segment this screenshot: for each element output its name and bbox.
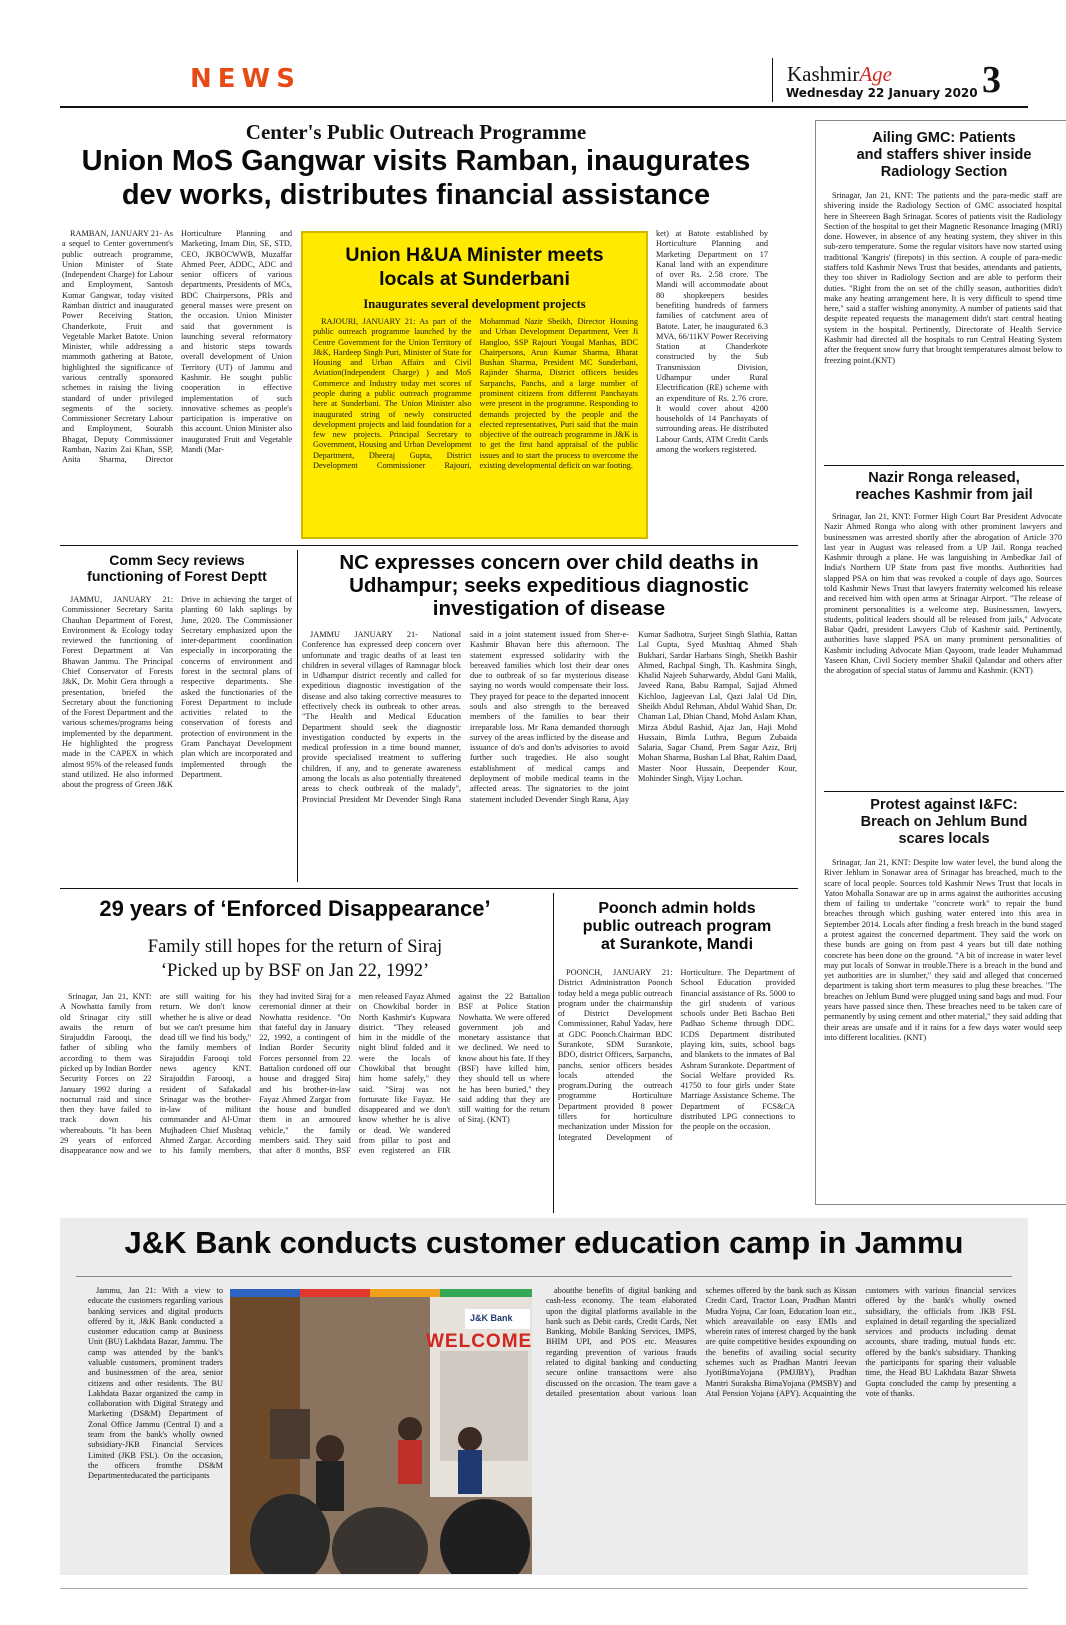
- ifc-body: [824, 858, 1062, 1198]
- ifc-body-text: Srinagar, Jan 21, KNT: Despite low water level, the bund along the River Jehlum in Sonawar area of Srinagar has breached, much to the scare of local people. Sources told Kashmir News Trust that locals in Yatoo Mohalla Sonawar are up in arms against the authorities accusing them of failing to undertake "concrete work" to repair the bund breaches through which gushing water entered into this area in September 2014. Locals after finding a fresh breach in the bund staged a protest against the concerned department. They said the work on these bunds are going on from past 4 years but till date nothing concrete has been done on the ground. "A bit of increase in water level may put locals of Sonwar in trouble.There is a breach in the bund and yet authorities are in slumber," they said and alleged that concerned department is taking short term measures to plug these breaches. "The breaches on Jehlum Bund were plugged using sand bags and mud. Four years have passed since then. These breaches need to be taken care of permanently by using cement and other material," they said adding that their areas are unsafe and if it rains for a few days water would seep into different localities. (KNT): [824, 858, 1062, 1042]
- lead-body: [62, 229, 292, 539]
- yellow-subheadline: Inaugurates several development projects: [363, 297, 586, 311]
- divider-nc-bottom: [60, 888, 798, 889]
- right-sidebar: [815, 120, 1066, 1205]
- yellow-headline-line-1: Union H&UA Minister meets: [345, 244, 604, 266]
- forest-headline-line-2: functioning of Forest Deptt: [87, 568, 267, 584]
- ifc-headline-line-3: scares locals: [898, 831, 990, 847]
- bank-body-right: [546, 1286, 1016, 1571]
- divider-siraj-poonch: [553, 893, 554, 1213]
- gmc-headline-line-2: and staffers shiver inside: [856, 147, 1032, 163]
- forest-headline-line-1: Comm Secy reviews: [109, 552, 245, 568]
- nc-body: [302, 630, 797, 880]
- section-label: NEWS: [190, 64, 301, 94]
- bank-rule: [76, 1276, 1012, 1277]
- newspaper-logo: [787, 62, 892, 87]
- bank-banner-brand: J&K Bank: [470, 1313, 513, 1323]
- lead-headline-line-1: Union MoS Gangwar visits Ramban, inaugurates: [81, 145, 751, 177]
- ifc-headline-line-1: Protest against I&FC:: [870, 797, 1018, 813]
- lead-body-right-text: ket) at Batote established by Horticulture Planning and Marketing Department on 17 Kanal land with an expenditure of over Rs. 2.58 crore. The Mandi will accommodate about 80 shopkeepers besides benefiting hundreds of farmers families of catchment area of Batote. Later, he inaugurated 6.3 MVA, 66/11KV Power Receiving Station at Chanderkote constructed by the Sub Transmission Division, Udhampur under Rural Electrification (RE) scheme with an expenditure of Rs. 2.76 crore. It would cover about 4200 households of 14 Panchayats of surrounding areas. He distributed Labour Cards, ATM Credit Cards among the workers registered.: [656, 229, 768, 454]
- ronga-body: [824, 512, 1062, 787]
- gmc-headline-line-3: Radiology Section: [880, 164, 1008, 180]
- lead-body-right: [656, 229, 768, 539]
- lead-kicker: Center's Public Outreach Programme: [245, 120, 587, 144]
- gmc-body: [824, 191, 1062, 429]
- nc-body-text: JAMMU JANUARY 21- National Conference has expressed deep concern over unfortunate and tragic deaths of at least ten children in several villages of Ramnagar block in Udhampur district recently and called for expeditious diagnostic investigation of the disease and also taking corrective measures to effectively check its outbreak to other areas. "The Health and Medical Education Department should seek the diagnostic investigation conducted by experts in the medical profession in a time bound manner, provide specialised treatment to suffering children, if any, and to generate awareness among the locals as also potentially threatened areas to check outbreak of the malady", Provincial President Mr Devender Singh Rana said in a joint statement issued from Sher-e-Kashmir Bhavan here this afternoon. The statement expressed solidarity with the bereaved families which lost their dear ones due to outbreak of so far mysterious disease saying no words would compensate their loss. They prayed for peace to the departed innocent souls and also strength to the bereaved members of the families to bear their irreparable loss. Mr Rana demanded thorough survey of the areas inflicted by the disease and issuance of do's and don'ts advisories to avoid further such tragedies. He also sought establishment of medical camps and deployment of mobile medical teams in the affected areas. The signatories to the joint statement included Devender Singh Rana, Ajay Kumar Sadhotra, Surjeet Singh Slathia, Rattan Lal Gupta, Syed Mushtaq Ahmed Shah Bukhari, Sardar Harbans Singh, Sheikh Bashir Ahmed, Rachpal Singh, Th. Kashmira Singh, Khalid Najeeb Suharwardy, Abdul Gani Malik, Javeed Rana, Babu Rampal, Sajjad Ahmed Kichloo, Jagjeevan Lal, Qazi Jalal Ud Din, Sheikh Abdul Rehman, Abdul Wahid Shan, Dr. Chaman Lal, Dhian Chand, Mohd Aslam Khan, Mirza Abdul Rashid, Ajaz Jan, Haji Mohd Hussain, Bimla Luthra, Begum Zubaida Salaria, Sagar Chand, Prem Sagar Aziz, Brij Mohan Sharma, Bushan Lal Bhat, Rahim Daad, Master Noor Hussain, Deepender Kour, Mohinder Singh, Vijay Lochan.: [302, 630, 797, 804]
- poonch-headline-line-3: at Surankote, Mandi: [600, 936, 754, 953]
- bank-body-right-text: aboutthe benefits of digital banking and cash-less economy. The team elaborated upon the digital platforms available in the bank such as Debit cards, Credit Cards, Net Banking, Mobile Banking Services, IMPS, BHIM UPI, and POS etc. Measures regarding prevention of various frauds related to digital banking and conducting secure online transactions were also discussed on the occasion. The team gave a detailed presentation about various loan schemes offered by the bank such as Kissan Credit Card, Tractor Loan, Pradhan Mantri Mudra Yojna, Car loan, Education loan etc., which areavailable on easy EMIs and wherein rates of interest charged by the bank are quite competitive besides expounding on the benefits of availing social security schemes such as Pradhan Mantri Jeevan JyotiBimaYojana (PMJJBY), Pradhan Mantri Suraksha BimaYojana (PMSBY) and Atal Pension Yojana (APY). Acquainting the customers with various financial services offered by the bank's wholly owned subsidiary, the officials from JKB FSL explained in detail regarding the specialized services and products including demat accounts, share trading, mutual funds etc. offered by the bank's subsidiary. Thanking the participants for sparing their valuable time, the Head BU Lakhdata Bazar Shweta Gupta concluded the camp by presenting a vote of thanks.: [546, 1286, 1016, 1398]
- nc-headline-line-1: NC expresses concern over child deaths in: [339, 551, 759, 574]
- logo-kashmir: Kashmir: [787, 62, 860, 86]
- masthead-divider: [772, 58, 773, 102]
- bank-body-left-text: Jammu, Jan 21: With a view to educate the customers regarding various banking services and digital products offered by it, J&K Bank conducted a customer education camp at Business Unit (BU) Lakhdata Bazar, Jammu. The camp was attended by the bank's valuable customers, prominent traders and businessmen of the area, senior citizens and other residents. The BU Lakhdata Bazar organized the camp in collaboration with Digital Strategy and Marketing (DS&M) Department of Zonal Office Jammu (Central I) and a team from the bank's wholly owned subsidiary-JKB Financial Services Limited (JKB FSL). On the occasion, the officers fromthe DS&M Departmenteducated the participants: [88, 1286, 223, 1481]
- bank-banner-welcome: WELCOME: [426, 1331, 532, 1352]
- forest-body-text: JAMMU, JANUARY 21: Commissioner Secretary Sarita Chauhan Department of Forest, Environment & Ecology today reviewed the functioning of Forest Department at Van Bhawan Jammu. The Principal Chief Conservator of Forests J&K, Dr. Mohit Gera through a presentation, briefed the Secretary about the functioning of the Forest Department and the various schemes/programs being implemented by the department. He highlighted the progress made in the CAPEX in which almost 95% of the released funds stand utilized. He also informed about the progress of Green J&K Drive in achieving the target of planting 60 lakh saplings by June, 2020. The Commissioner Secretary emphasized upon the inter-department coordination especially in incorporating the concerns of environment and forest in the sectoral plans of respective departments. She asked the functionaries of the Forest Department to include activities related to the conservation of forests and protection of environment in the Gram Panchayat Development plan which are incorporated and implemented through the Department.: [62, 595, 292, 790]
- divider-forest-nc: [297, 550, 298, 882]
- siraj-subheadline-line-1: Family still hopes for the return of Siraj: [147, 937, 443, 957]
- page-bottom-rule: [60, 1588, 1028, 1589]
- yellow-headline-line-2: locals at Sunderbani: [379, 268, 570, 290]
- ronga-headline-line-2: reaches Kashmir from jail: [855, 487, 1033, 503]
- nc-headline-line-3: investigation of disease: [432, 597, 666, 620]
- poonch-headline-line-2: public outreach program: [582, 918, 772, 935]
- siraj-body-text: Srinagar, Jan 21, KNT: A Nowhatta family from old Srinagar city still awaits the return of Sirajuddin Farooqi, the father of sibling who according to them was picked up by Indian Border Security Forces on 22 January 1992 during a nocturnal raid and since then they have failed to track down his whereabouts. "It has been 29 years of enforced disappearance now and we are still waiting for his return. We don't know whether he is alive or dead but we can't presume him dead till we find his body," the family members of Sirajuddin Farooqi told news agency KNT. Sirajuddin Farooqi, a resident of Safakadal Srinagar was the brother-in-law of militant commander and Al-Umar Mujhadeen Chief Mushtaq Ahmed Zargar. According to his family members, they had invited Siraj for a ceremonial dinner at their Nowhatta residence. "On that fateful day in January 22, 1992, a contingent of Indian Border Security Forces personnel from 22 Battalion cordoned off our house and dragged Siraj and his brother-in-law Fayaz Ahmed Zargar from the house and bundled them in an armoured vehicle," the family members said. They said that after 8 months, BSF men released Fayaz Ahmed on Chowkibal border in North Kashmir's Kupwara district. "They released him in the middle of the night blind folded and it were the locals of Chowkibal that brought him home safely," they said. "Siraj was not fortunate like Fayaz. He disappeared and we don't know whether he is alive or dead. We wandered from pillar to post and even registered an FIR against the 22 Battalion BSF at Police Station Nowhatta. We were offered government job and monetary assistance that we declined. We need to know about his fate. If they (BSF) have killed him, they should tell us where he has been buried," they said adding that they are still waiting for the return of Siraj. (KNT): [60, 992, 550, 1156]
- poonch-body: [558, 968, 795, 1212]
- issue-date: Wednesday 22 January 2020: [786, 86, 978, 100]
- ifc-headline-line-2: Breach on Jehlum Bund: [860, 814, 1028, 830]
- nc-headline-line-2: Udhampur; seeks expeditious diagnostic: [349, 574, 749, 597]
- masthead-rule: [60, 106, 1028, 108]
- poonch-body-text: POONCH, JANUARY 21: District Administration Poonch today held a mega public outreach program under the chairmanship of District Development Commissioner, Rahul Yadav, here at GDC Poonch.Chairman BDC Surankote, SDM Surankote, BDO, district Officers, Sarpanchs, panchs, senior officers besides locals attended the program.During the outreach programme Horticulture Department provided 8 power tillers for horticulture mechanization under Mission for Integrated Development of Horticulture. The Department of School Education provided financial assistance of Rs. 5000 to the girl students of various schools under Beti Bachao Beti Padhao Scheme through DDC. ICDS Department distributed playing kits, suits, school bags and blankets to the inmates of Bal Ashram Surankote. Department of Social Welfare provided Rs. 41750 to four girls under State Marriage Assistance Scheme. The Department of FCS&CA distributed LPG connections to the people on the occasion.: [558, 968, 795, 1142]
- gmc-headline-line-1: Ailing GMC: Patients: [872, 130, 1016, 146]
- logo-age: Age: [859, 62, 892, 86]
- gmc-body-text: Srinagar, Jan 21, KNT: The patients and the para-medic staff are shivering inside the Radiology Section of GMC associated hospital here in Sheereen Bagh Srinagar. Scores of patients visit the Radiology Section of the hospital to get their Magnetic Resonance Imaging (MRI) done. However, in absence of any heating system, they shiver in this sub-zero temperature. Some the regular visitors have now started using traditional 'Kangris' (firepots) in this section. A couple of para-medic staffers told Kashmir News Trust that besides, attendants and patients, they too shiver in Radiology Section and are able to perform their duties. "Right from the on set of the chilly season, authorities didn't make any heating arrangement here. It is very difficult to spend time here," said a staffer wishing anonymity. A number of patients said that despite repeated requests the management didn't start central heating system in the hospital. Pertinently, Directorate of Health Service Kashmir had directed all the hospitals to run Central Heating System after the frequent snow furry that brought temperatures almost below to freezing point.(KNT): [824, 191, 1062, 365]
- ronga-headline-line-1: Nazir Ronga released,: [868, 470, 1020, 486]
- bank-body-left: [88, 1286, 223, 1571]
- poonch-headline-line-1: Poonch admin holds: [598, 900, 756, 917]
- lead-body-text: RAMBAN, JANUARY 21- As a sequel to Center government's public outreach programme, Union Minister of State (Independent Charge) for Labour and Employment, Santosh Kumar Gangwar, today visited Ramban district and inaugurated Power Receiving Station, Chanderkote, Fruit and Vegetable Market Batote. Union Minister, while addressing a mammoth gathering at Batote, highlighted the significance of various centrally sponsored schemes in raising the living standard of under privileged segments of the society. Commissioner Secretary Labour and Employment, Sourabh Bhagat, Deputy Commissioner Ramban, Nazim Zai Khan, SSP, Anita Sharma, Director Horticulture Planning and Marketing, Imam Din, SE, STD, CEO, JKBOCWWB, Muzaffar Ahmed Peer, ADDC, ADC and senior officers of various departments, Presidents of MCs, BDC Chairpersons, PRIs and general masses were present on the occasion. Union Minister said that government is launching several reformatory and historic steps towards overall development of Union Territory (UT) of Jammu and Kashmir. He sought public cooperation in effective implementation of such innovative schemes as people's participation is imperative on this account. Union Minister also inaugurated Fruit and Vegetable Mandi (Mar-: [62, 229, 292, 465]
- siraj-headline: 29 years of ‘Enforced Disappearance’: [99, 896, 491, 921]
- sidebar-divider-2: [824, 791, 1064, 792]
- ronga-body-text: Srinagar, Jan 21, KNT: Former High Court Bar President Advocate Nazir Ahmed Ronga who along with other prominent lawyers and businessmen was arrested shortly after the abrogation of Article 370 last year in August was released from a UP Jail. Ronga reached Kashmir through a plane. He was languishing in Ambedkar Jail of India's Northern UP State from past five months. Authorities had slapped PSA on him that was revoked a couple of days ago. Sources told Kashmir News Trust that lawyers fraternity welcomed his release and received him with open arms at Srinagar Airport. "The release of prominent personalities is a welcome step. Businessmen, lawyers, students, political leaders should all be released from jails," Advocate Babar Qadri, president Lawyers Club of Kashmir said. Pertinently, authorities have slapped PSA on many prominent personalities of Kashmir including Advocate Mian Qayoom, trade leader Muhammad Yaseen Khan, Civil Society member Shakil Qalandar and others after the abrogation of special status of Jammu and Kashmir. (KNT): [824, 512, 1062, 676]
- bank-camp-photo: [230, 1289, 532, 1574]
- yellow-news-box: [301, 231, 648, 539]
- bank-headline: J&K Bank conducts customer education camp in Jammu: [124, 1225, 964, 1260]
- siraj-subheadline-line-2: ‘Picked up by BSF on Jan 22, 1992’: [160, 961, 430, 981]
- page-number: 3: [982, 59, 1001, 101]
- forest-body: [62, 595, 292, 880]
- lead-headline-line-2: dev works, distributes financial assistance: [121, 179, 711, 211]
- sidebar-divider-1: [824, 465, 1064, 466]
- divider-lead-bottom: [60, 545, 798, 546]
- yellow-body: [313, 317, 638, 531]
- yellow-body-text: RAJOURI, JANUARY 21: As part of the public outreach programme launched by the Centre Government for the Union Territory of J&K, Hardeep Singh Puri, Minister of State for Housing and Urban Affairs and Civil Aviation(Independent Charge) ) and MoS Commerce and Industry today met scores of people during a public outreach programme here at Sunderbani. The Union Minister also inaugurated string of newly constructed development projects and laid foundation for a few new projects. Principal Secretary to Government, Housing and Urban Development Department, Dheeraj Gupta, District Development Commissioner Rajouri, Mohammad Nazir Sheikh, Director Housing and Urban Development Department, Veer Ji Hangloo, SSP Rajouri Yougal Manhas, BDC Chairpersons, Arun Kumar Sharma, Bharat Bushan Sharma, President MC Sunderbani, Rajinder Sharma, District officers besides Sarpanchs, Panchs, and a large number of prominent citizens from different Panchayats were present in the programme. Responding to demands projected by the people and the elected representatives, Puri said that the main objective of the outreach programme in J&K is to get the first hand appraisal of the public issues and to start the process to overcome the existing developmental deficit on war footing.: [313, 317, 638, 470]
- siraj-body: [60, 992, 550, 1212]
